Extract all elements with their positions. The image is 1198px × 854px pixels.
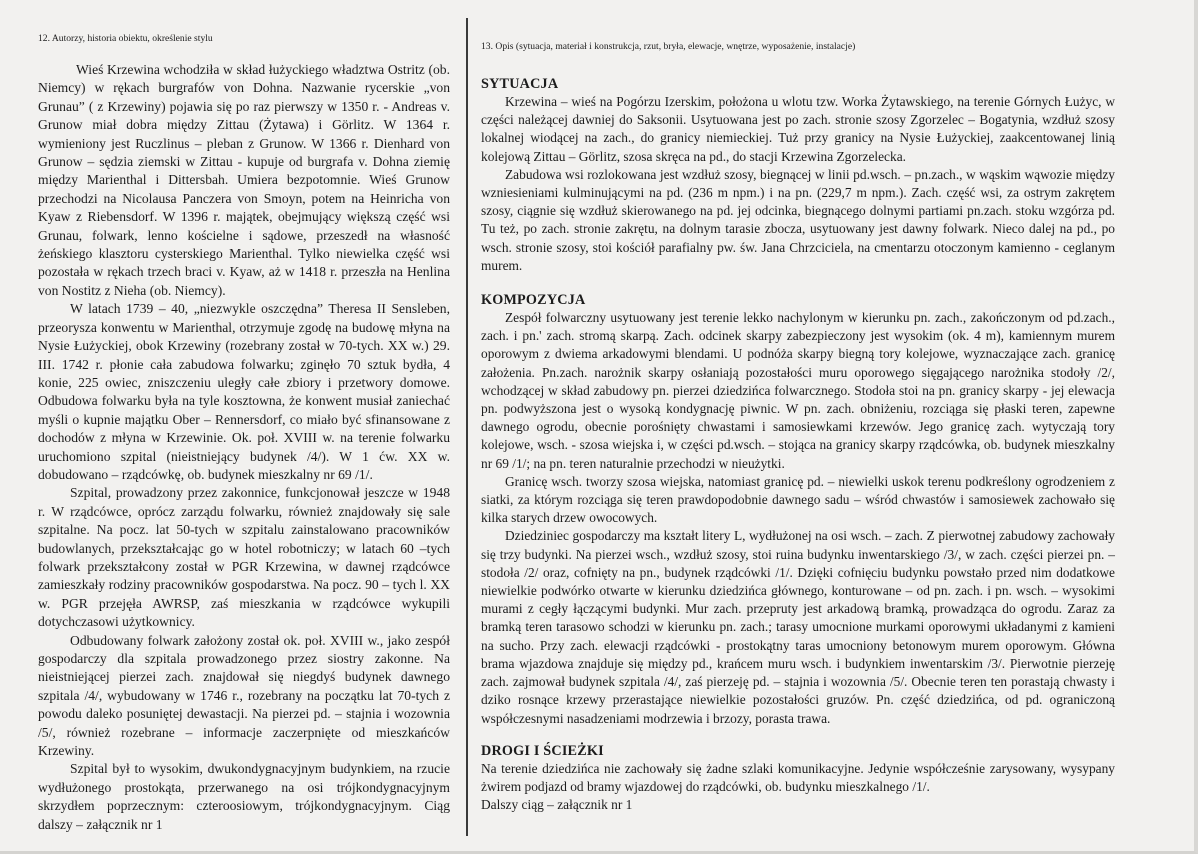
section-title-drogi: DROGI I ŚCIEŻKI: [481, 742, 604, 759]
right-column: [481, 41, 1115, 814]
right-paragraph: Zabudowa wsi rozlokowana jest wzdłuż szosy, biegnącej w linii pd.wsch. – pn.zach., w wąskim wąwozie między wzniesieniami kulminującymi na pd. (236 m npm.) i na pn. (229,7 m npm.). Zach. część wsi, za ostrym zakrętem szosy, ciągnie się wzdłuż skierowanego na pd. jej odcinka, biegnącego dolnymi partiami pn.zach. stoku wzgórza pd. Tu też, po zach. stronie zakrętu, na dolnym tarasie zbocza, usytuowany jest dawny folwark. Nieco dalej na pd., po wsch. stronie szosy, stoi kościół parafialny pw. św. Jana Chrzciciela, na cmentarzu otoczonym kamienno - ceglanym murem.: [481, 166, 1115, 273]
left-paragraph: W latach 1739 – 40, „niezwykle oszczędna” Theresa II Sensleben, przeorysza konwentu w Marienthal, otrzymuje zgodę na budowę młyna na Nysie Łużyckiej, obok Krzewiny (rozebrany został w 70-tych. XX w.) 29. III. 1742 r. płonie cała zabudowa folwarku; zginęło 70 sztuk bydła, 4 konie, 225 owiec, zniszczeniu uległy całe zbiory i przetwory domowe. Odbudowa folwarku była na tyle kosztowna, że konwent musiał zaniechać myśli o kupnie majątku Ober – Rennersdorf, co miało być sfinansowane z dochodów z młyna w Krzewinie. Ok. poł. XVIII w. na terenie folwarku uruchomiono szpital (nieistniejący budynek /4/). W 1 ćw. XX w. dobudowano – rządcówkę, ob. budynek mieszkalny nr 69 /1/.: [38, 301, 450, 482]
right-paragraph: Na terenie dziedzińca nie zachowały się żadne szlaki komunikacyjne. Jedynie współcześnie zarysowany, wysypany żwirem podjazd od bramy wjazdowej do rządcówki, ob. budynku mieszkalnego /1/.: [481, 760, 1115, 794]
left-paragraph: Odbudowany folwark założony został ok. poł. XVIII w., jako zespół gospodarczy dla szpitala prowadzonego przez siostry zakonne. Na nieistniejącej pierzei zach. znajdował się niegdyś budynek dawnego szpitala /4/, wybudowany w 1746 r., rozebrany na początku lat 70-tych z powodu daleko posuniętej dewastacji. Na pierzei pd. – stajnia i wozownia /5/, również rozebrane – informacje zaczerpnięte od mieszkańców Krzewiny.: [38, 632, 450, 759]
left-paragraph: Wieś Krzewina wchodziła w skład łużyckiego władztwa Ostritz (ob. Niemcy) w rękach burgrafów von Dohna. Nazwanie rycerskie „von Grunau” ( z Krzewiny) pojawia się po raz pierwszy w 1350 r. - Andreas v. Grunow miał dobra między Zittau (Żytawa) i Görlitz. W 1364 r. wymieniony jest Ruczlinus – pleban z Grunow. W 1366 r. Dienhard von Grunow – sędzia ziemski w Zittau - kupuje od burgrafa v. Dohna ziemię między Marienthal i Dittersbah. Umiera bezpotomnie. Wieś Grunow przechodzi na Nicolausa Panczera von Smoyn, potem na Heinricha von Kyaw z Riebensdorf. W 1396 r. majątek, obejmujący większą część wsi Grunau, folwark, lenno kościelne i sądowe, przeszedł na własność żeńskiego klasztoru cysterskiego Marienthal. Tylko niewielka część wsi pozostała w rękach trzech braci v. Kyaw, aż w 1418 r. przeszła na Henlina von Nostitz z Nieha (ob. Niemcy).: [38, 62, 450, 298]
section-gap: [481, 728, 1115, 742]
right-header: 13. Opis (sytuacja, materiał i konstrukcja, rzut, bryła, elewacje, wnętrze, wyposażenie, instalacje): [481, 41, 856, 52]
left-column: [38, 33, 450, 834]
right-paragraph: Granicę wsch. tworzy szosa wiejska, natomiast granicę pd. – niewielki uskok terenu podkreślony ogrodzeniem z siatki, za którym rozciąga się teren prawdopodobnie dawnego sadu – wśród chwastów i samosiewek zachowało się kilka starych drzew owocowych.: [481, 473, 1115, 526]
column-divider: [466, 18, 468, 836]
right-paragraph: Zespół folwarczny usytuowany jest terenie lekko nachylonym w kierunku pn. zach., zakończonym od pd.zach., zach. i pn.' zach. stromą skarpą. Zach. odcinek skarpy zabezpieczony jest wysokim (ok. 4 m), kamiennym murem oporowym z dwiema arkadowymi blendami. U podnóża skarpy biegną tory kolejowe, wyznaczające zach. granicę założenia. Pn.zach. narożnik skarpy osłaniają pozostałości muru oporowego sięgającego narożnika stodoły /2/, wchodzącej w skład zabudowy pn. pierzei dziedzińca folwarcznego. Stodoła stoi na pn. granicy skarpy - jej elewacja pn. podwyższona jest o wysoką kondygnację piwnic. W pn. zach. obniżeniu, rozciąga się płaski teren, zapewne dawnego ogrodu, obecnie porośnięty chwastami i samosiewkami krzewów. Jego granicę zach. wytyczają tory kolejowe, wsch. - szosa wiejska i, w części pd.wsch. – stojąca na granicy skarpy rządcówka, ob. budynek mieszkalny nr 69 /1/; na pn. teren naturalnie przechodzi w nieużytki.: [481, 310, 1115, 471]
section-title-kompozycja: KOMPOZYCJA: [481, 292, 586, 309]
right-paragraph: Dalszy ciąg – załącznik nr 1: [481, 797, 633, 813]
section-gap: [481, 275, 1115, 291]
right-paragraph: Dziedziniec gospodarczy ma kształt litery L, wydłużonej na osi wsch. – zach. Z pierwotnej zabudowy zachowały się trzy budynki. Na pierzei wsch., wzdłuż szosy, stoi ruina budynku inwentarskiego /3/, w zach. części pierzei pn. – stodoła /2/ oraz, cofnięty na pn., budynek rządcówki /1/. Dzięki cofnięciu budynku powstało przed nim dodatkowe niewielkie podwórko otwarte w kierunku dziedzińca głównego, konturowane – od pn. zach. i pn. wsch. – wysokimi murami z cegły łączącymi budynki. Mur zach. przepruty jest arkadową bramką, prowadząca do ogrodu. Zaraz za bramką teren tarasowo schodzi w kierunku pn. zach.; tarasy umocnione murkami oporowymi układanymi z kamieni na sucho. Przy zach. elewacji rządcówki - prostokątny taras umocniony betonowym murem oporowym. Główna brama wjazdowa znajduje się między pd., krańcem muru wsch. i budynkiem inwentarskim /3/. Pierwotnie pierzeję zach. zajmował budynek szpitala /4/, zaś pierzeję pd. – stajnia i wozownia /5/. Obecnie teren ten porastają chwasty i dziko rosnące krzewy przerastające niewielkie pozostałości gruzów. Pn. część dziedzińca, od pd. ograniczoną współczesnymi nasadzeniami modrzewia i brzozy, porasta trawa.: [481, 528, 1115, 726]
section-title-sytuacja: SYTUACJA: [481, 76, 559, 92]
right-paragraph: Krzewina – wieś na Pogórzu Izerskim, położona u wlotu tzw. Worka Żytawskiego, na terenie Górnych Łużyc, w części należącej dawniej do Saksonii. Usytuowana jest po zach. stronie szosy Zgorzelec – Bogatynia, wzdłuż szosy lokalnej wiodącej na zach., do granicy niemieckiej. Tuż przy granicy na Nysie Łużyckiej, zaakcentowanej linią kolejową Zittau – Görlitz, szosa skręca na pd., do stacji Krzewina Zgorzelecka.: [481, 94, 1115, 164]
left-paragraph: Szpital, prowadzony przez zakonnice, funkcjonował jeszcze w 1948 r. W rządcówce, oprócz zarządu folwarku, również znajdowały się sale szpitalne. Na pocz. lat 50-tych w szpitalu zainstalowano pracowników budowlanych, przekształcając go w hotel robotniczy; w latach 60 –tych folwark przekształcony został w PGR Krzewina, w dawnej rządcówce zamieszkały rodziny pracowników gospodarstwa. Na pocz. 90 – tych l. XX w. PGR przejęła AWRSP, zaś mieszkania w rządcówce wykupili dotychczasowi użytkownicy.: [38, 485, 450, 630]
left-header: 12. Autorzy, historia obiektu, określenie stylu: [38, 33, 213, 44]
left-paragraph: Szpital był to wysokim, dwukondygnacyjnym budynkiem, na rzucie wydłużonego prostokąta, przerwanego na osi trójkondygnacyjnym skrzydłem poprzecznym: czteroosiowym, trójkondygnacyjnym. Ciąg dalszy – załącznik nr 1: [38, 761, 450, 832]
